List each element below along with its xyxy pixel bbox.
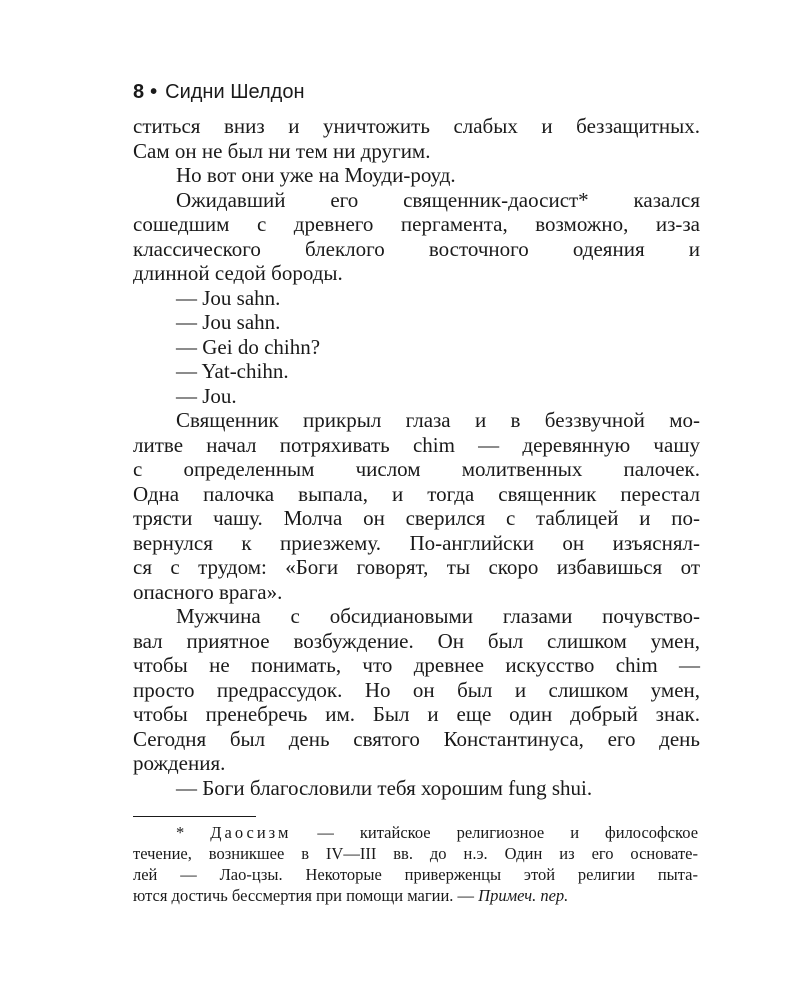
- dialogue-line: — Боги благословили тебя хорошим fung shui.: [176, 775, 593, 800]
- author-name: Сидни Шелдон: [165, 81, 305, 103]
- text-line: опасного врага».: [133, 579, 283, 604]
- footnote-divider: [133, 816, 256, 817]
- page-number: 8: [133, 81, 145, 103]
- text-line: литве начал потряхивать chim — деревянную чашу: [133, 432, 700, 457]
- footnote-text: — китайское религиозное и философское: [317, 823, 699, 842]
- text-line: Священник прикрыл глаза и в беззвучной мо-: [176, 408, 700, 432]
- text-line: вернулся к приезжему. По-английски он изъяснял-: [133, 530, 700, 555]
- footnote: [133, 822, 698, 906]
- dialogue-line: — Gei do chihn?: [176, 334, 321, 359]
- footnote-marker: *: [176, 823, 185, 842]
- text-line: рождения.: [133, 751, 226, 775]
- text-line: Одна палочка выпала, и тогда священник перестал: [133, 481, 700, 506]
- header-bullet: •: [150, 81, 158, 103]
- footnote-text: ются достичь бессмертия при помощи магии. —: [133, 886, 475, 905]
- text-line: Но вот они уже на Моуди-роуд.: [176, 163, 456, 187]
- text-line: Ожидавший его священник-даосист* казался: [176, 187, 700, 212]
- footnote-line: течение, возникшее в IV—III вв. до н.э. Один из его основате-: [133, 844, 698, 863]
- dialogue-line: — Jou.: [176, 383, 237, 408]
- text-line: классического блеклого восточного одеяния и: [133, 236, 700, 261]
- text-line: с определенным числом молитвенных палочек.: [133, 457, 700, 481]
- text-line: ся с трудом: «Боги говорят, ты скоро избавишься от: [133, 555, 700, 579]
- footnote-line: лей — Лао-цзы. Некоторые приверженцы этой религии пыта-: [133, 865, 698, 884]
- dialogue-line: — Jou sahn.: [176, 310, 281, 334]
- text-line: ститься вниз и уничтожить слабых и беззащитных.: [133, 114, 700, 138]
- text-line: трясти чашу. Молча он сверился с таблицей и по-: [133, 506, 700, 530]
- dialogue-line: — Yat-chihn.: [176, 359, 289, 383]
- translator-note: Примеч. пер.: [478, 886, 569, 905]
- text-line: Сегодня был день святого Константинуса, его день: [133, 726, 700, 751]
- text-line: длинной седой бороды.: [133, 261, 343, 285]
- text-line: вал приятное возбуждение. Он был слишком умен,: [133, 628, 700, 653]
- text-line: просто предрассудок. Но он был и слишком умен,: [133, 677, 700, 702]
- main-text: [133, 114, 700, 800]
- footnote-line: [133, 822, 698, 843]
- text-line: сошедшим с древнего пергамента, возможно, из-за: [133, 212, 700, 236]
- text-line: Мужчина с обсидиановыми глазами почувство-: [176, 604, 700, 628]
- text-line: чтобы не понимать, что древнее искусство chim —: [133, 653, 700, 677]
- running-header: [133, 80, 305, 104]
- footnote-term: Даосизм: [210, 823, 292, 842]
- footnote-line: [133, 885, 698, 906]
- dialogue-line: — Jou sahn.: [176, 285, 281, 310]
- text-line: чтобы пренебречь им. Был и еще один добрый знак.: [133, 702, 700, 726]
- text-line: Сам он не был ни тем ни другим.: [133, 138, 431, 163]
